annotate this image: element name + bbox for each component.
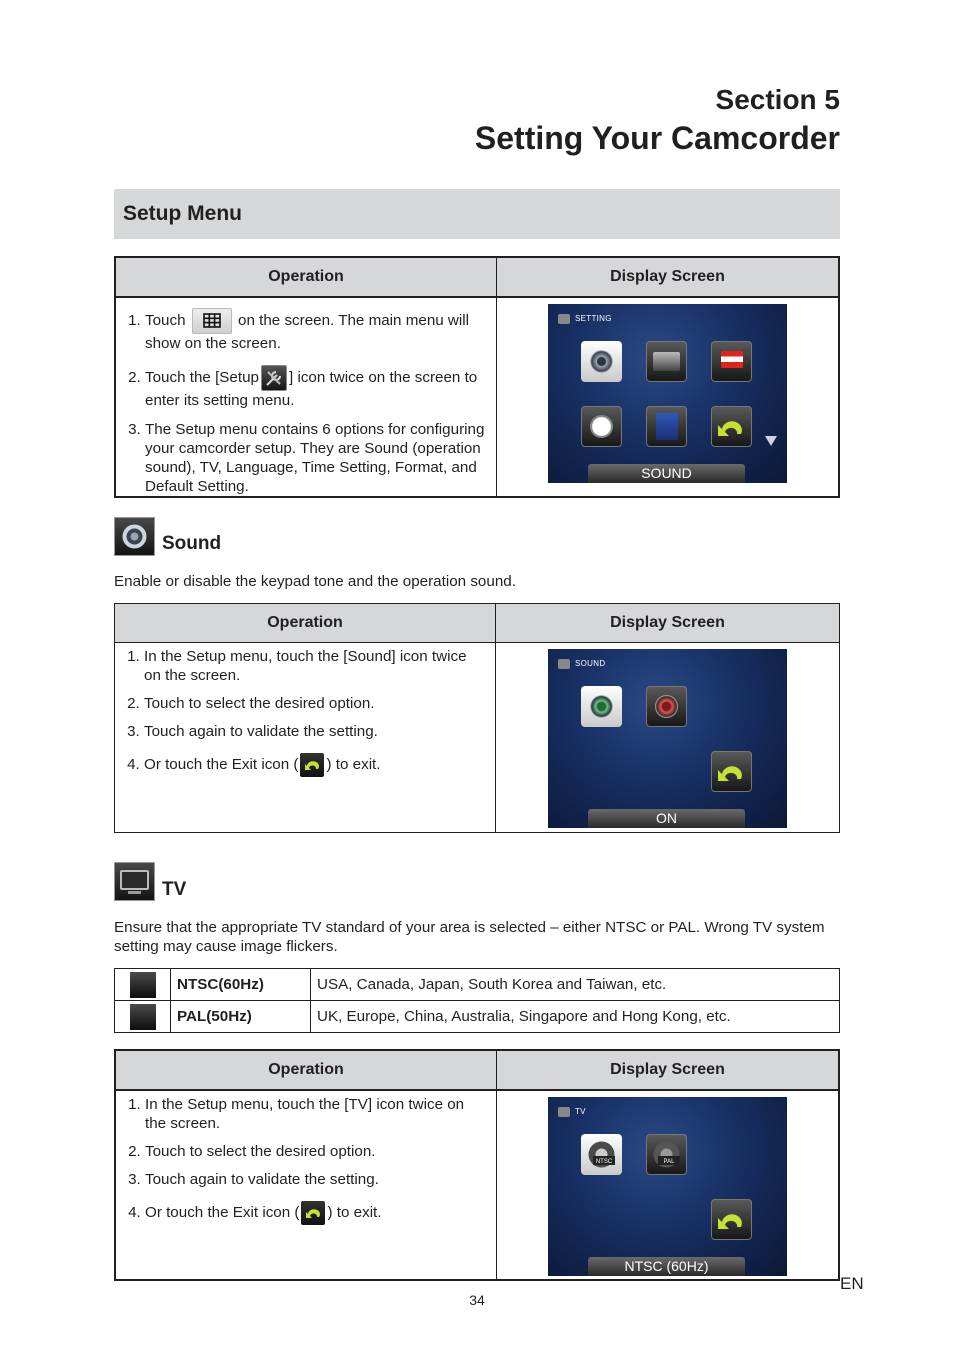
display-screen-cell [497,297,840,497]
exit-arrow-icon [711,1199,752,1240]
standard-name: NTSC(60Hz) [171,969,311,1001]
section-number: Section 5 [715,84,840,115]
setup-menu-table [114,256,840,498]
sound-section-icon [114,517,155,556]
table-row [115,1001,840,1033]
speaker-off-icon [655,695,678,718]
time-tile[interactable] [581,406,622,447]
standard-regions: UK, Europe, China, Australia, Singapore and Hong Kong, etc. [311,1001,840,1033]
speaker-icon [558,659,570,669]
step-item: 1. In the Setup menu, touch the [Sound] icon twice on the screen. [144,647,487,685]
operation-header: Operation [115,257,497,297]
scroll-down-icon[interactable] [765,436,777,446]
step-item: 4. Or touch the Exit icon ( ) to exit. [144,753,487,777]
setup-menu-heading: Setup Menu [123,202,242,225]
ntsc-gear-icon [581,1134,622,1175]
clock-icon [590,415,613,438]
standard-icon-cell [115,1001,171,1033]
operation-steps [116,298,496,496]
table-row [115,969,840,1001]
language-tile[interactable] [711,341,752,382]
sound-tile[interactable] [581,341,622,382]
pal-icon [130,1004,156,1030]
screen-header: SETTING [558,314,612,324]
page-number: 34 [469,1292,485,1308]
sound-on-tile[interactable] [581,686,622,727]
exit-icon [300,753,324,777]
operation-header: Operation [115,1050,497,1090]
ntsc-tile[interactable] [581,1134,622,1175]
screen-header: SOUND [558,659,605,669]
step-item: 3. Touch again to validate the setting. [144,722,487,741]
operation-steps-cell [115,643,496,833]
operation-header: Operation [115,604,496,643]
tv-description: Ensure that the appropriate TV standard of your area is selected – either NTSC or PAL. Wrong TV system setting may cause image flickers. [114,919,825,955]
display-screen-header: Display Screen [497,1050,840,1090]
speaker-icon [590,350,613,373]
svg-text:NTSC: NTSC [595,1159,613,1165]
screen-header: TV [558,1107,586,1117]
screen-selection-label: ON [588,809,745,828]
language-marker: EN [840,1274,864,1293]
operation-steps-cell [115,1090,497,1280]
sound-title: Sound [162,533,222,554]
menu-grid-icon [192,308,232,334]
operation-steps-cell [115,297,497,497]
screen-selection-label: NTSC (60Hz) [588,1257,745,1276]
operation-steps [115,643,495,777]
tv-screen [548,1097,787,1276]
step-item: 2. Touch the [Setup ] icon twice on the screen to enter its setting menu. [145,365,488,410]
ntsc-icon [130,972,156,998]
setup-menu-banner [114,189,840,239]
display-screen-header: Display Screen [496,604,840,643]
tv-icon [653,352,680,371]
setting-screen [548,304,787,483]
tv-tile[interactable] [646,341,687,382]
exit-arrow-icon [711,751,752,792]
step-item: 1. Touch on the screen. The main menu will show on the screen. [145,308,488,353]
exit-arrow-icon [711,406,752,447]
standard-regions: USA, Canada, Japan, South Korea and Taiwan, etc. [311,969,840,1001]
display-screen-header: Display Screen [497,257,840,297]
display-screen-cell [497,1090,840,1280]
screen-selection-label: SOUND [588,464,745,483]
exit-icon [301,1201,325,1225]
svg-text:PAL: PAL [663,1159,675,1165]
standard-icon-cell [115,969,171,1001]
setup-wrench-icon [261,365,287,391]
tv-icon [558,1107,570,1117]
step-item: 3. Touch again to validate the setting. [145,1170,488,1189]
speaker-on-icon [590,695,613,718]
format-tile[interactable] [646,406,687,447]
speaker-icon [114,517,155,556]
sound-table [114,603,840,833]
pal-tile[interactable] [646,1134,687,1175]
step-item: 2. Touch to select the desired option. [145,1142,488,1161]
default-tile[interactable] [711,406,752,447]
tv-section-icon [114,862,155,901]
sound-description: Enable or disable the keypad tone and the operation sound. [114,573,516,590]
setup-wrench-icon [558,314,570,324]
exit-tile[interactable] [711,751,752,792]
page-title: Setting Your Camcorder [474,120,840,156]
step-item: 4. Or touch the Exit icon ( ) to exit. [145,1201,488,1225]
standard-name: PAL(50Hz) [171,1001,311,1033]
sound-off-tile[interactable] [646,686,687,727]
step-item: 3. The Setup menu contains 6 options for configuring your camcorder setup. They are Sound (operation sound), TV, Language, Time Setting, Format, and Default Setting. [145,420,488,496]
flag-icon [721,351,743,368]
exit-tile[interactable] [711,1199,752,1240]
step-item: 1. In the Setup menu, touch the [TV] icon twice on the screen. [145,1095,488,1133]
tv-table [114,1049,840,1281]
sd-card-icon [656,413,678,440]
tv-title: TV [162,879,187,900]
pal-gear-icon [646,1134,687,1175]
sound-screen [548,649,787,828]
tv-standards-table [114,968,840,1033]
display-screen-cell [496,643,840,833]
step-item: 2. Touch to select the desired option. [144,694,487,713]
tv-icon [114,862,155,901]
operation-steps [116,1091,496,1225]
